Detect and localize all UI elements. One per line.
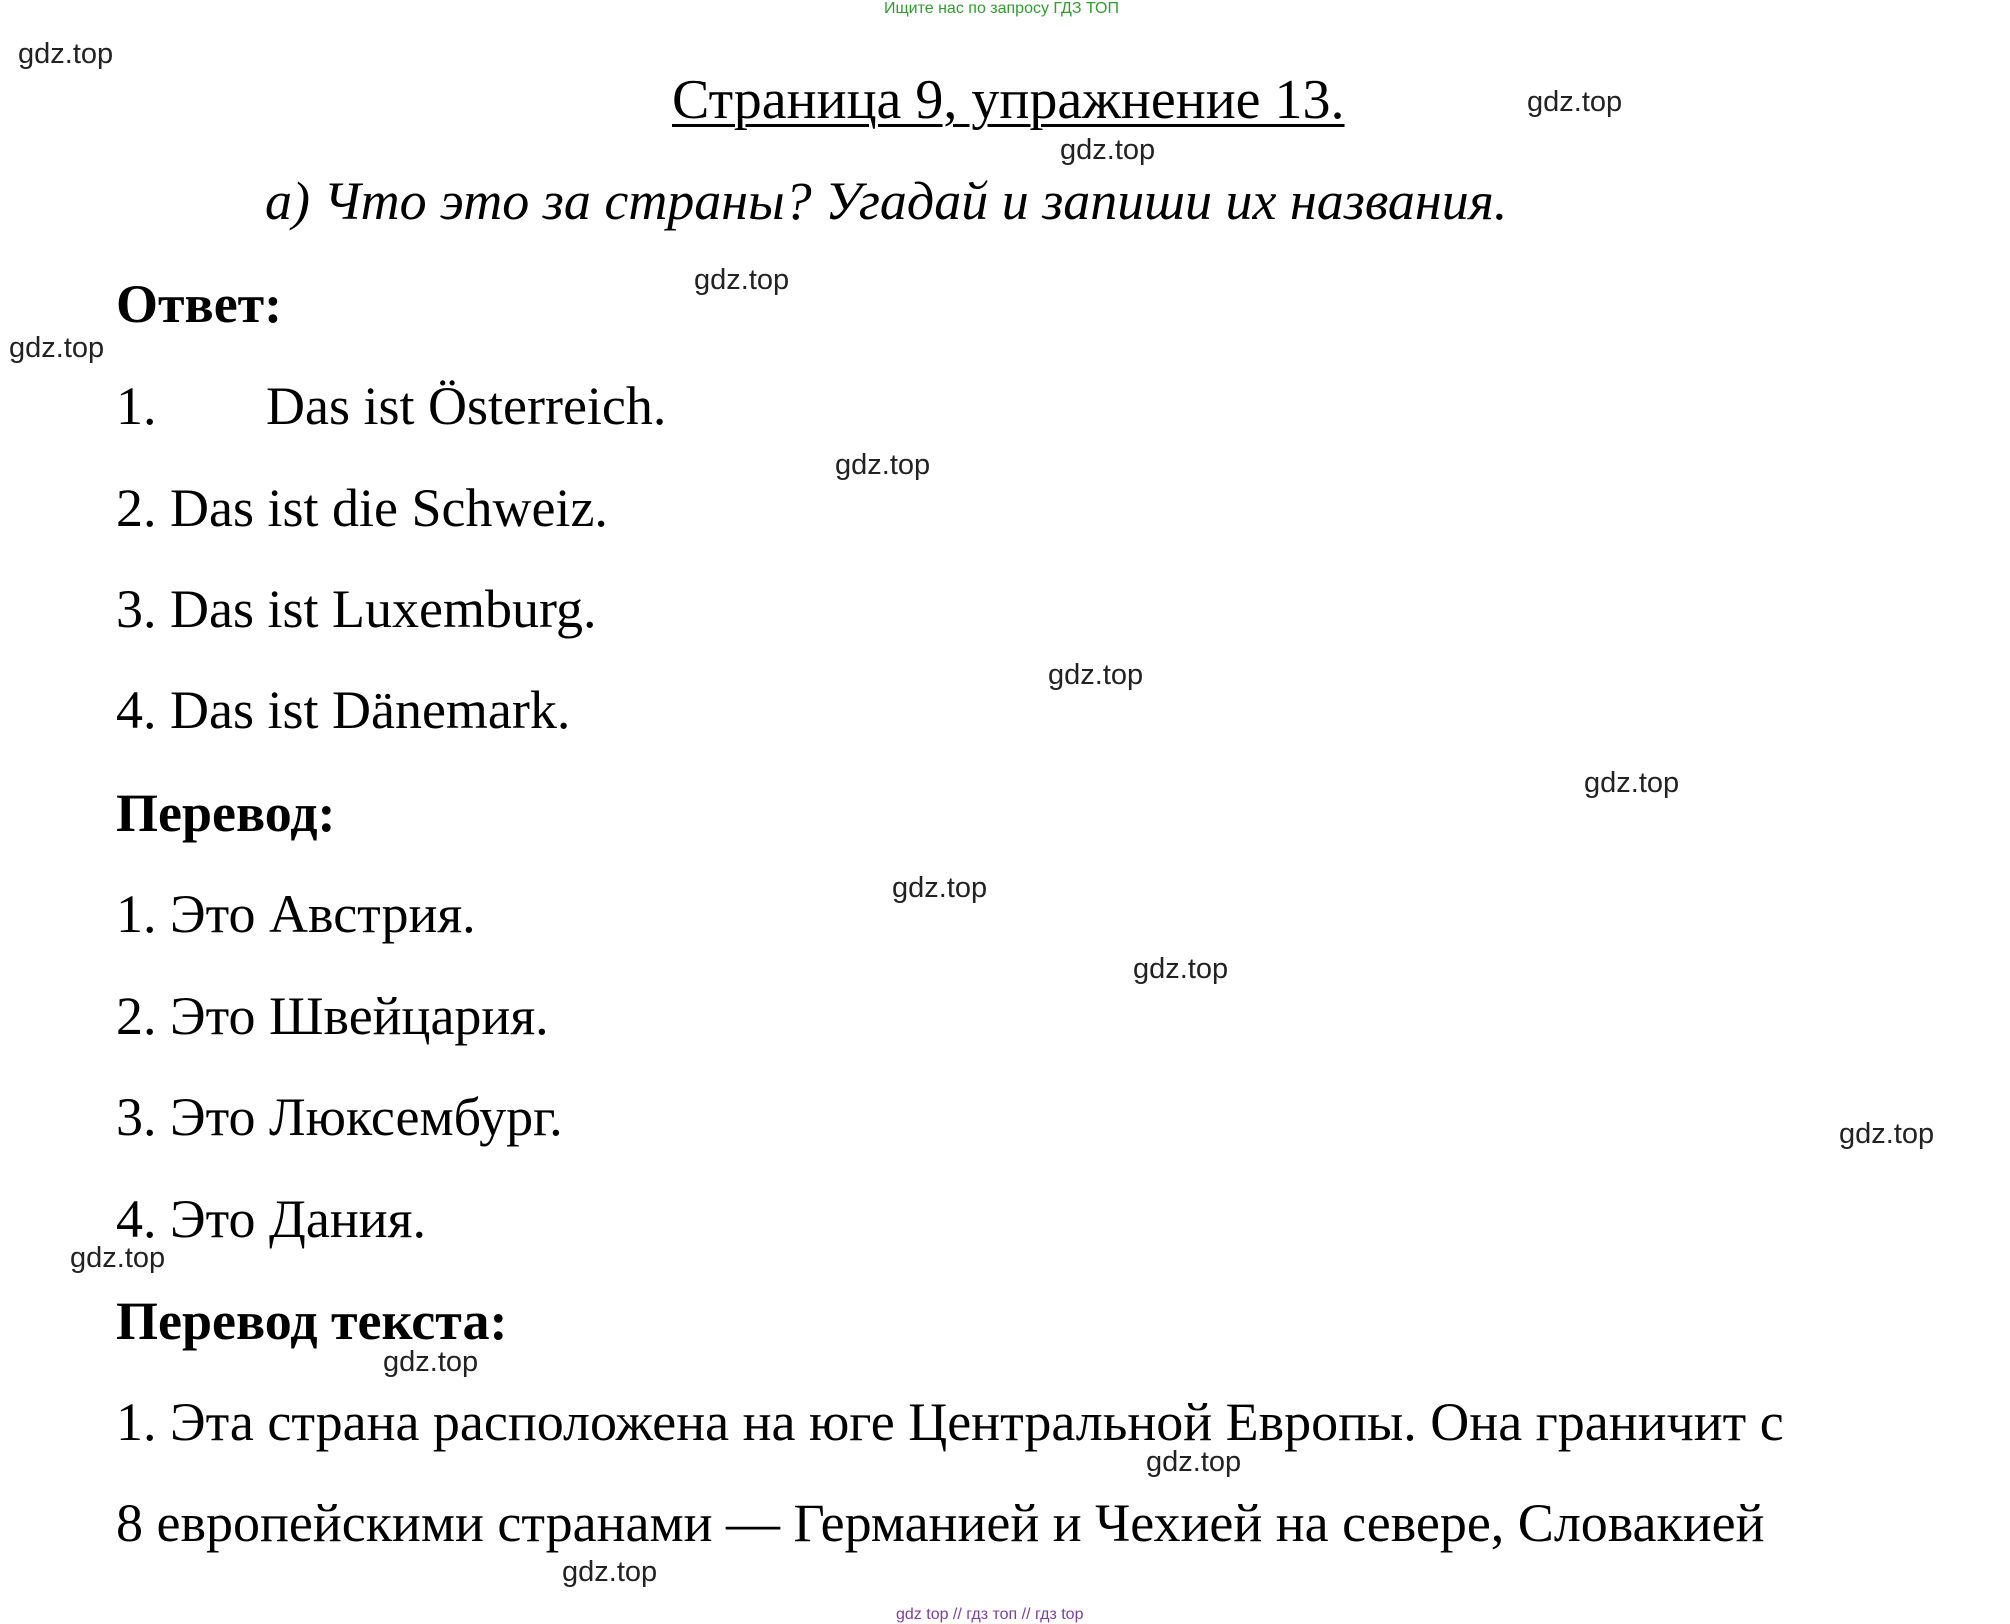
watermark: gdz.top [835,449,931,481]
watermark: gdz.top [1527,86,1623,118]
translation-item: 4. Это Дания. [116,1189,426,1249]
text-translation-heading: Перевод текста: [116,1291,508,1351]
translation-item: 1. Это Австрия. [116,884,476,944]
watermark: gdz.top [1146,1446,1242,1478]
watermark: gdz.top [1839,1118,1935,1150]
search-banner: Ищите нас по запросу ГДЗ ТОП [884,0,1119,17]
answer-item: 2. Das ist die Schweiz. [116,478,608,538]
answer-item-text: Das ist Österreich. [266,376,667,436]
answer-item [116,375,666,437]
answer-item: 3. Das ist Luxemburg. [116,579,597,639]
watermark: gdz.top [694,264,790,296]
watermark: gdz.top [70,1242,166,1274]
answer-heading: Ответ: [116,274,283,334]
watermark: gdz.top [1584,767,1680,799]
translation-item: 3. Это Люксембург. [116,1087,563,1147]
watermark: gdz.top [18,38,114,70]
watermark: gdz.top [9,332,105,364]
answer-item-number: 1. [116,376,157,436]
watermark: gdz.top [1060,134,1156,166]
task-heading: а) Что это за страны? Угадай и запиши их названия. [265,171,1508,231]
answer-item: 4. Das ist Dänemark. [116,680,571,740]
watermark: gdz.top [1048,659,1144,691]
footer-links: gdz top // гдз топ // гдз top [896,1606,1084,1623]
text-translation-line: 1. Эта страна расположена на юге Центральной Европы. Она граничит с [116,1392,1784,1452]
watermark: gdz.top [562,1556,658,1588]
text-translation-line: 8 европейскими странами — Германией и Чехией на севере, Словакией [116,1493,1765,1553]
watermark: gdz.top [383,1346,479,1378]
watermark: gdz.top [892,872,988,904]
page-title: Страница 9, упражнение 13. [672,69,1345,131]
watermark: gdz.top [1133,953,1229,985]
translation-heading: Перевод: [116,783,336,843]
translation-item: 2. Это Швейцария. [116,986,549,1046]
